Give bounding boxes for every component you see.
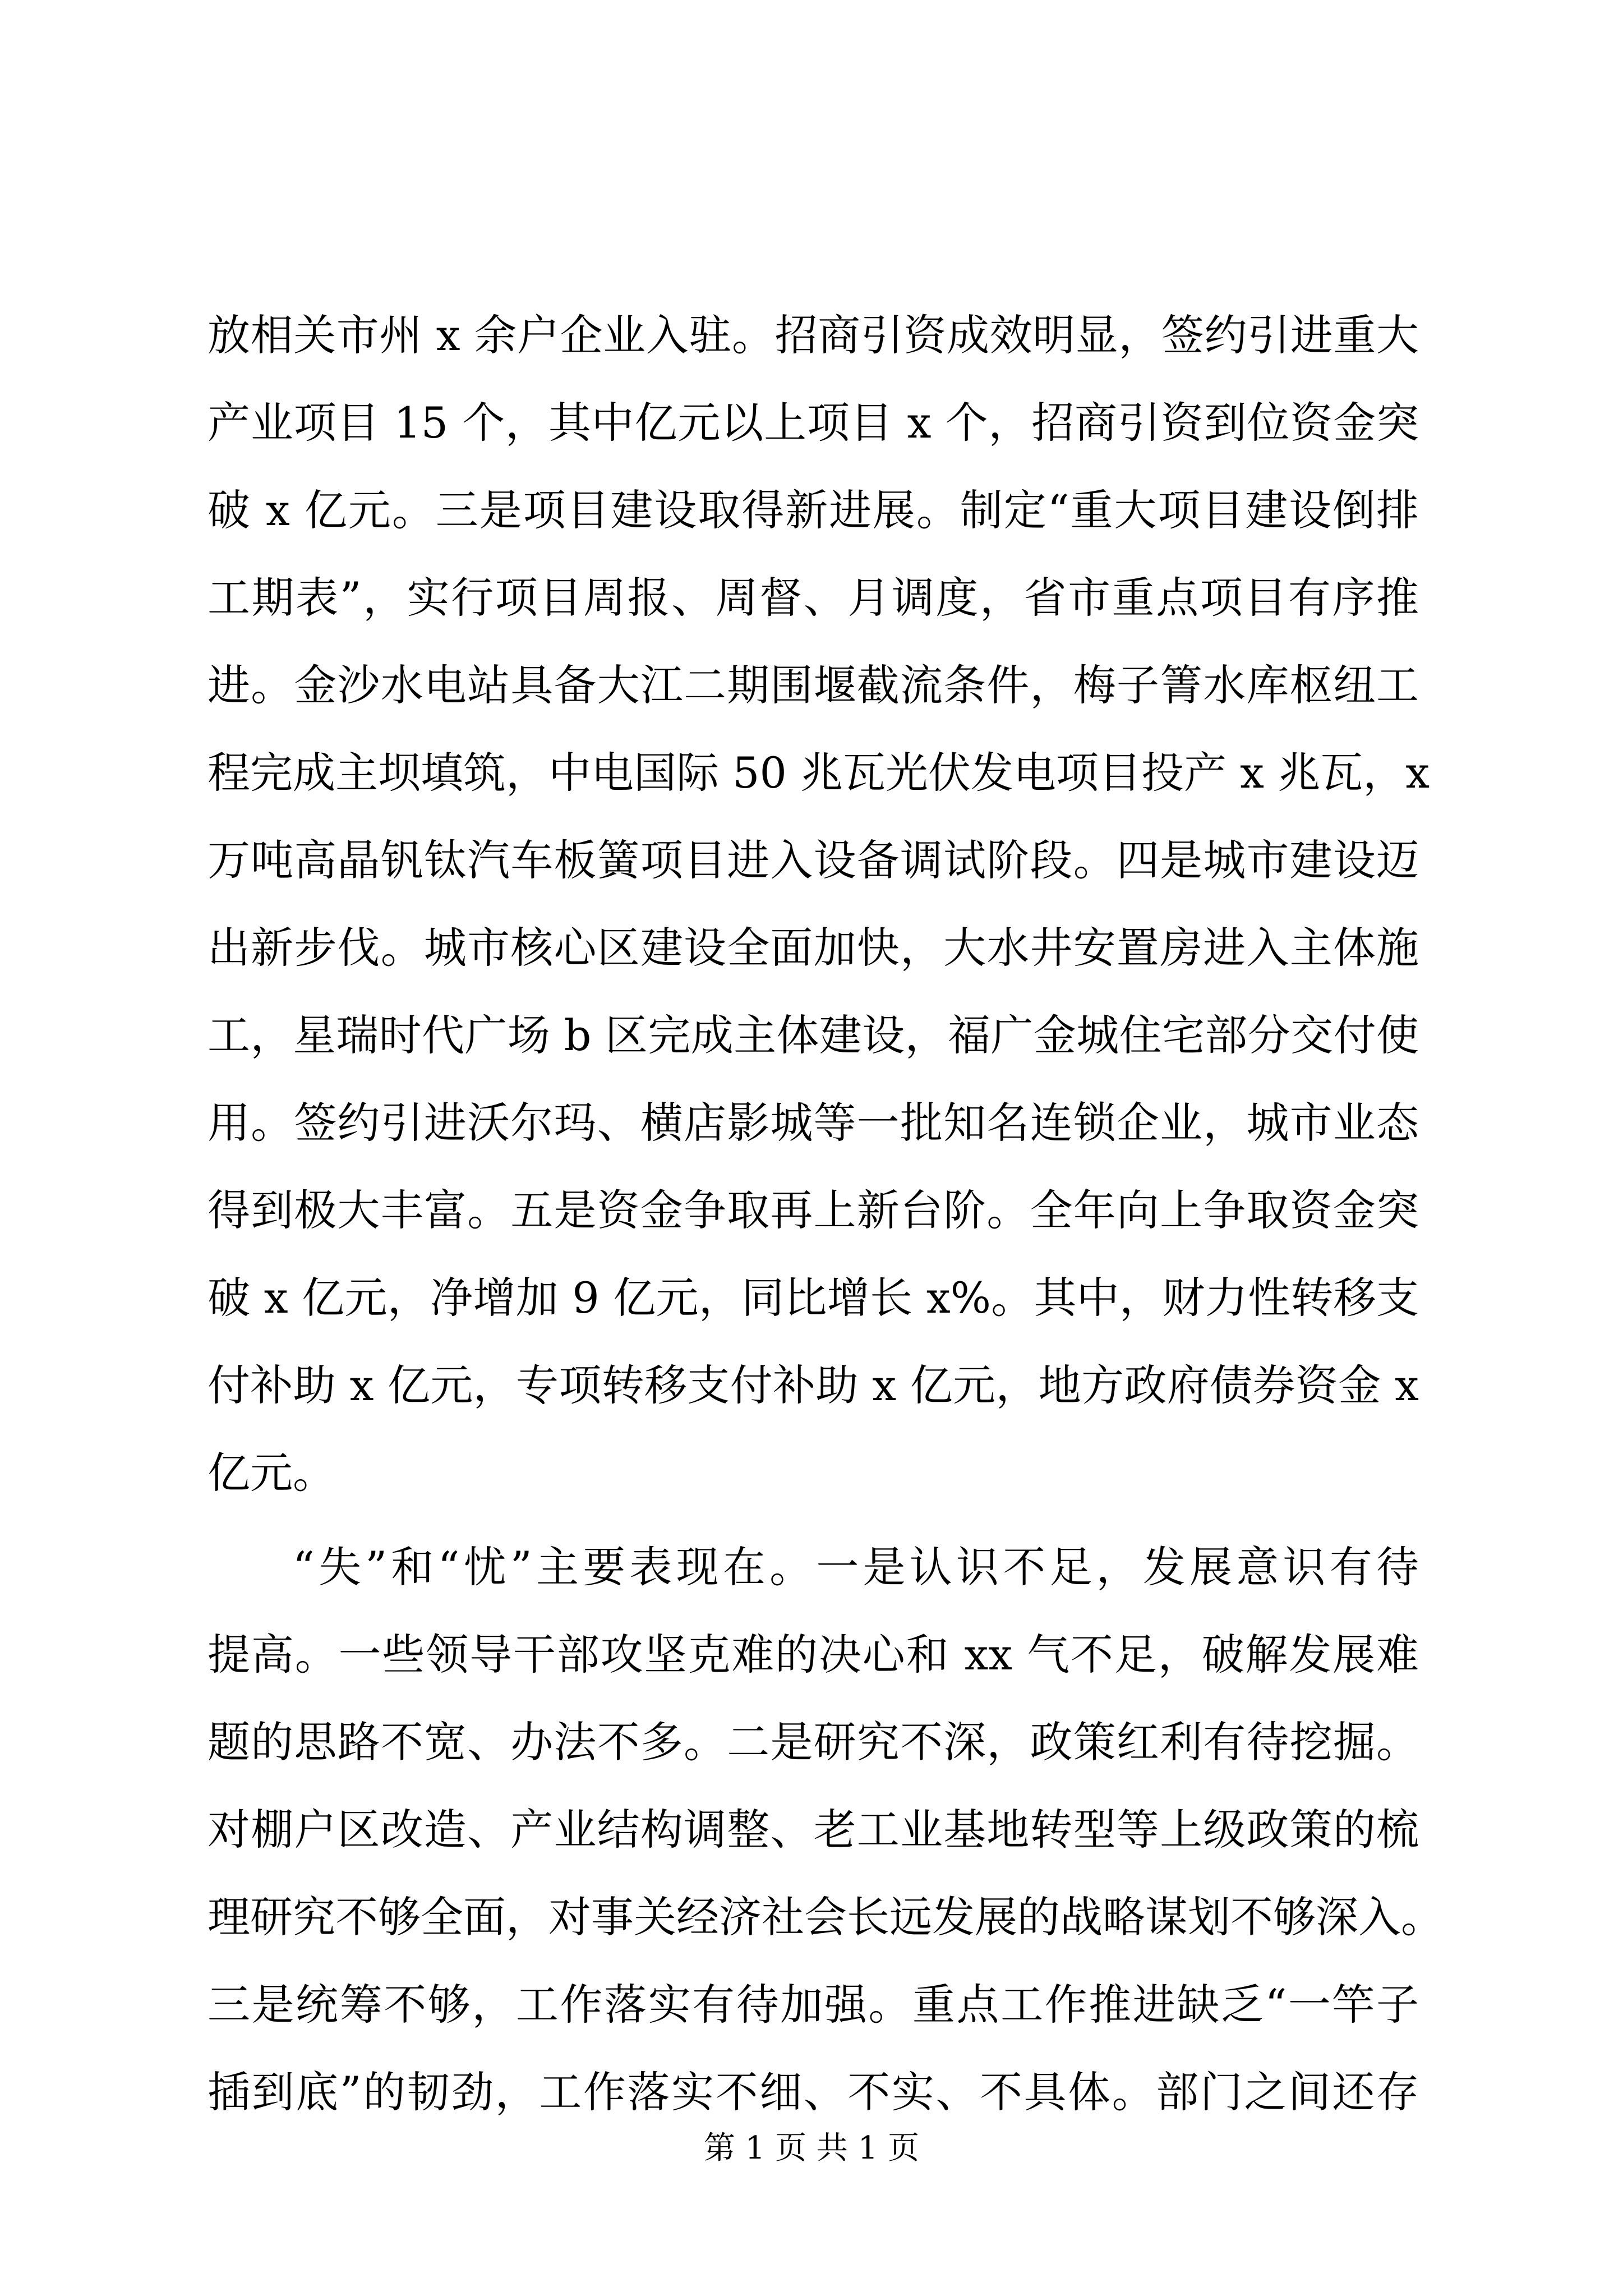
text-line: 得到极大丰富。五是资金争取再上新台阶。全年向上争取资金突 bbox=[208, 1185, 1419, 1235]
text-line: 放相关市州 x 余户企业入驻。招商引资成效明显，签约引进重大 bbox=[208, 310, 1419, 360]
text-line: 出新步伐。城市核心区建设全面加快，大水井安置房进入主体施 bbox=[208, 923, 1419, 973]
text-line: 题的思路不宽、办法不多。二是研究不深，政策红利有待挖掘。 bbox=[208, 1717, 1419, 1767]
text-line: 工期表”，实行项目周报、周督、月调度，省市重点项目有序推 bbox=[208, 573, 1419, 623]
text-line: 提高。一些领导干部攻坚克难的决心和 xx 气不足，破解发展难 bbox=[208, 1630, 1419, 1680]
page-footer: 第 1 页 共 1 页 bbox=[703, 2130, 920, 2166]
text-line: 付补助 x 亿元，专项转移支付补助 x 亿元，地方政府债券资金 x bbox=[208, 1360, 1419, 1410]
text-line: 理研究不够全面，对事关经济社会长远发展的战略谋划不够深入。 bbox=[208, 1892, 1444, 1942]
text-line: 进。金沙水电站具备大江二期围堰截流条件，梅子箐水库枢纽工 bbox=[208, 660, 1419, 710]
text-line: 破 x 亿元，净增加 9 亿元，同比增长 x%。其中，财力性转移支 bbox=[208, 1273, 1419, 1323]
text-line: “失”和“忧”主要表现在。一是认识不足，发展意识有待 bbox=[293, 1542, 1419, 1592]
text-line: 破 x 亿元。三是项目建设取得新进展。制定“重大项目建设倒排 bbox=[208, 485, 1419, 535]
paragraph-gap bbox=[208, 1517, 1419, 1524]
text-line: 用。签约引进沃尔玛、横店影城等一批知名连锁企业，城市业态 bbox=[208, 1098, 1419, 1148]
text-line: 工，星瑞时代广场 b 区完成主体建设，福广金城住宅部分交付使 bbox=[208, 1010, 1419, 1060]
text-line: 程完成主坝填筑，中电国际 50 兆瓦光伏发电项目投产 x 兆瓦，x bbox=[208, 748, 1430, 798]
text-line: 亿元。 bbox=[208, 1448, 335, 1498]
text-line: 三是统筹不够，工作落实有待加强。重点工作推进缺乏“一竿子 bbox=[208, 1980, 1419, 2030]
text-line: 插到底”的韧劲，工作落实不细、不实、不具体。部门之间还存 bbox=[208, 2067, 1419, 2117]
text-line: 产业项目 15 个，其中亿元以上项目 x 个，招商引资到位资金突 bbox=[208, 398, 1419, 448]
body-text bbox=[208, 292, 1444, 2136]
text-line: 对棚户区改造、产业结构调整、老工业基地转型等上级政策的梳 bbox=[208, 1805, 1419, 1855]
text-line: 万吨高晶钒钛汽车板簧项目进入设备调试阶段。四是城市建设迈 bbox=[208, 835, 1419, 885]
